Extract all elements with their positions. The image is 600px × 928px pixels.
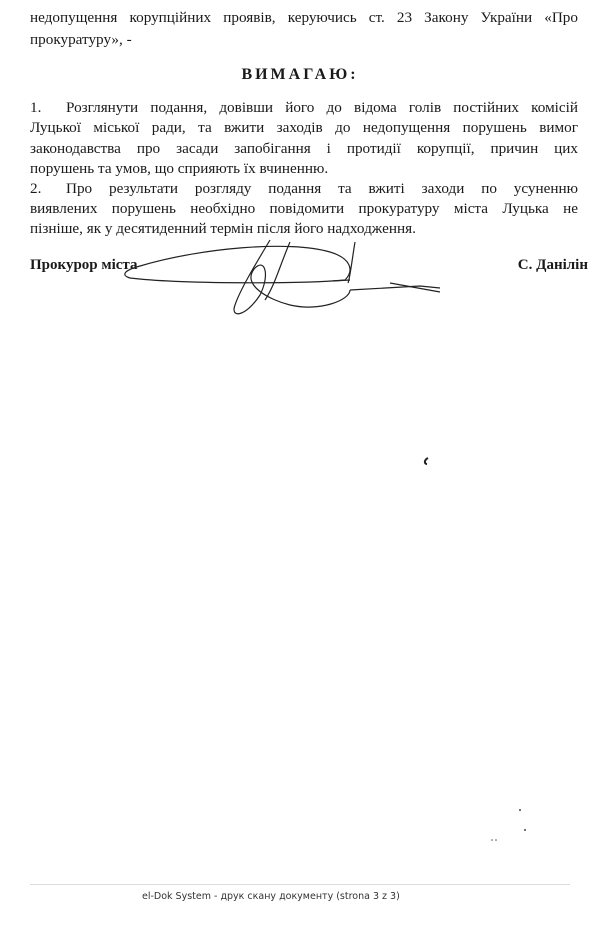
scan-artifact xyxy=(524,829,526,831)
list-item-line: Луцької міської ради, та вжити заходів до недопущення порушень вимог xyxy=(30,119,578,136)
scan-artifact xyxy=(519,809,521,811)
section-heading: ВИМАГАЮ: xyxy=(241,66,359,83)
scan-artifact xyxy=(491,839,493,841)
list-item-line: виявлених порушень необхідно повідомити прокуратуру міста Луцька не xyxy=(30,200,578,217)
list-item-number: 2. xyxy=(30,180,42,197)
list-item-text: Про результати розгляду подання та вжиті заходи по усуненню xyxy=(66,180,578,197)
signatory-name: С. Данілін xyxy=(517,257,588,273)
list-item-line: порушень та умов, що сприяють їх вчиненню. xyxy=(30,160,329,177)
scan-artifact xyxy=(495,839,497,841)
list-item-text: Розглянути подання, довівши його до відома голів постійних комісій xyxy=(66,99,578,116)
list-item-number: 1. xyxy=(30,99,42,116)
signatory-position: Прокурор міста xyxy=(30,257,138,273)
footer-text: el-Dok System - друк скану документу (strona 3 z 3) xyxy=(142,891,400,902)
list-item-line: законодавства про засади запобігання і протидії корупції, причин цих xyxy=(30,140,578,157)
body-text-line: прокуратуру», - xyxy=(30,31,132,48)
scan-artifact xyxy=(425,458,428,464)
body-text-line: недопущення корупційних проявів, керуючись ст. 23 Закону України «Про xyxy=(30,9,578,26)
list-item-line: пізніше, як у десятиденний термін після його надходження. xyxy=(30,220,416,237)
footer-divider xyxy=(30,884,570,885)
